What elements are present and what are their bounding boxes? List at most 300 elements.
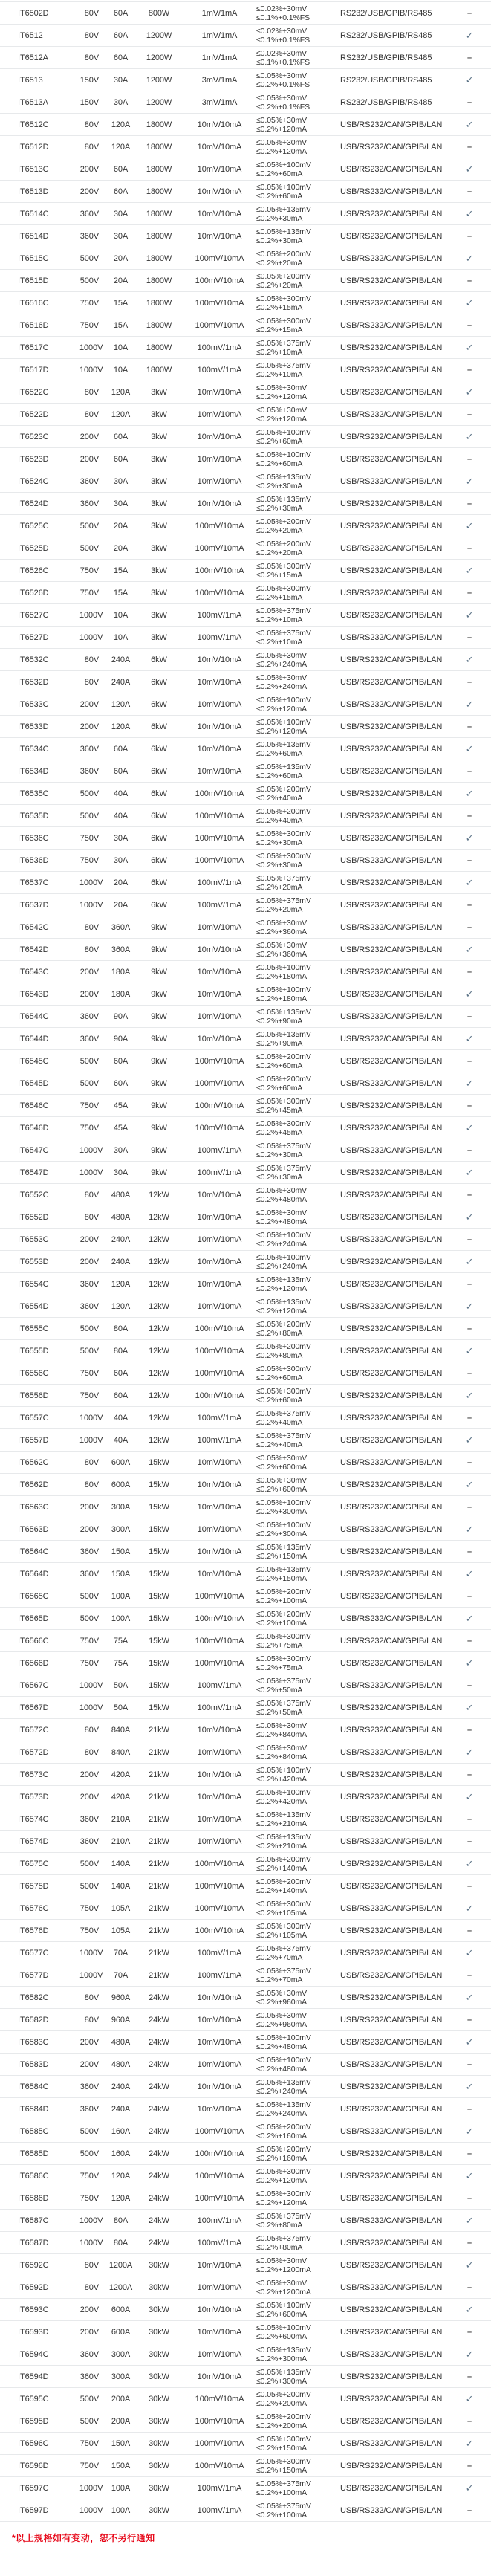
accuracy-cell: [256, 2457, 340, 2475]
accuracy-current-line: ≤0.2%+50mA: [256, 1685, 303, 1695]
interfaces-cell: USB/RS232/CAN/GPIB/LAN: [340, 2238, 443, 2247]
accuracy-current-line: ≤0.2%+180mA: [256, 994, 307, 1003]
flag-cell: [448, 1280, 491, 1289]
flag-cell: [448, 2105, 491, 2114]
flag-cell: [448, 856, 491, 865]
check-icon: ✓: [465, 653, 474, 665]
resolution-cell: 100mV/10mA: [195, 1903, 244, 1913]
resolution-cell: 10mV/10mA: [197, 231, 242, 241]
interfaces-cell: USB/RS232/CAN/GPIB/LAN: [340, 789, 443, 798]
model-cell: IT6585C: [18, 2126, 49, 2136]
power-cell: 30kW: [149, 2260, 169, 2270]
flag-cell: [448, 1012, 491, 1021]
voltage-cell: 1000V: [79, 610, 103, 620]
accuracy-voltage-line: ≤0.05%+375mV: [256, 1698, 311, 1708]
current-cell: 60A: [113, 164, 129, 174]
voltage-cell: 750V: [79, 855, 99, 865]
voltage-cell: 500V: [79, 2394, 99, 2404]
power-cell: 3kW: [151, 566, 167, 575]
current-cell: 60A: [113, 1056, 129, 1066]
check-icon: ✓: [465, 1166, 474, 1178]
table-row: [0, 2054, 491, 2076]
voltage-cell: 360V: [79, 209, 99, 219]
resolution-cell: 10mV/10mA: [197, 209, 242, 219]
interfaces-cell: USB/RS232/CAN/GPIB/LAN: [340, 922, 443, 932]
interfaces-cell: USB/RS232/CAN/GPIB/LAN: [340, 1212, 443, 1222]
voltage-cell: 80V: [84, 1190, 99, 1200]
check-icon: ✓: [465, 1077, 474, 1089]
current-cell: 150A: [111, 1547, 131, 1556]
power-cell: 24kW: [149, 2015, 169, 2025]
spec-page: [0, 1, 491, 2576]
flag-cell: [448, 1592, 491, 1601]
accuracy-cell: [256, 2056, 340, 2074]
interfaces-cell: USB/RS232/CAN/GPIB/LAN: [340, 2394, 443, 2404]
voltage-cell: 360V: [79, 1547, 99, 1556]
resolution-cell: 10mV/10mA: [197, 1770, 242, 1779]
dash-icon: –: [466, 187, 472, 196]
accuracy-current-line: ≤0.2%+75mA: [256, 1640, 303, 1650]
accuracy-current-line: ≤0.2%+30mA: [256, 1150, 303, 1159]
flag-cell: [448, 1211, 491, 1223]
flag-cell: [448, 1992, 491, 2004]
accuracy-current-line: ≤0.2%+30mA: [256, 213, 303, 223]
power-cell: 3kW: [151, 454, 167, 464]
accuracy-cell: [256, 1052, 340, 1070]
table-row: [0, 760, 491, 783]
power-cell: 12kW: [149, 1279, 169, 1289]
table-row: [0, 1340, 491, 1362]
accuracy-voltage-line: ≤0.05%+200mV: [256, 1587, 311, 1596]
power-cell: 1800W: [146, 365, 172, 375]
accuracy-cell: [256, 1922, 340, 1940]
accuracy-cell: [256, 517, 340, 535]
voltage-cell: 1000V: [79, 2238, 103, 2247]
flag-cell: [448, 1903, 491, 1915]
resolution-cell: 100mV/10mA: [195, 811, 244, 821]
accuracy-current-line: ≤0.2%+360mA: [256, 927, 307, 936]
current-cell: 40A: [113, 789, 129, 798]
accuracy-voltage-line: ≤0.05%+135mV: [256, 1275, 311, 1284]
model-cell: IT6565D: [18, 1614, 49, 1623]
voltage-cell: 1000V: [79, 1435, 103, 1445]
model-cell: IT6512: [18, 30, 43, 40]
power-cell: 30kW: [149, 2282, 169, 2292]
accuracy-cell: [256, 651, 340, 669]
model-cell: IT6575D: [18, 1881, 49, 1891]
current-cell: 15A: [113, 298, 129, 308]
power-cell: 12kW: [149, 1346, 169, 1356]
model-cell: IT6597D: [18, 2505, 49, 2515]
flag-cell: [448, 1057, 491, 1066]
current-cell: 30A: [113, 231, 129, 241]
accuracy-voltage-line: ≤0.05%+375mV: [256, 1408, 311, 1418]
power-cell: 9kW: [151, 1145, 167, 1155]
check-icon: ✓: [465, 2437, 474, 2449]
flag-cell: [448, 1747, 491, 1758]
dash-icon: –: [466, 1547, 472, 1556]
table-row: [0, 2388, 491, 2410]
voltage-cell: 200V: [79, 989, 99, 999]
current-cell: 80A: [113, 1324, 129, 1333]
resolution-cell: 10mV/10mA: [197, 989, 242, 999]
accuracy-voltage-line: ≤0.05%+100mV: [256, 450, 311, 459]
resolution-cell: 10mV/10mA: [197, 1257, 242, 1266]
resolution-cell: 10mV/10mA: [197, 164, 242, 174]
dash-icon: –: [466, 922, 472, 932]
model-cell: IT6562C: [18, 1457, 49, 1467]
accuracy-current-line: ≤0.2%+240mA: [256, 2109, 307, 2118]
accuracy-voltage-line: ≤0.05%+300mV: [256, 851, 311, 861]
power-cell: 6kW: [151, 811, 167, 821]
interfaces-cell: USB/RS232/CAN/GPIB/LAN: [340, 1903, 443, 1913]
accuracy-voltage-line: ≤0.05%+200mV: [256, 806, 311, 816]
model-cell: IT6576D: [18, 1926, 49, 1935]
current-cell: 180A: [111, 989, 131, 999]
accuracy-cell: [256, 4, 340, 22]
resolution-cell: 100mV/1mA: [197, 2238, 242, 2247]
resolution-cell: 10mV/10mA: [197, 499, 242, 508]
accuracy-voltage-line: ≤0.05%+135mV: [256, 472, 311, 482]
interfaces-cell: USB/RS232/CAN/GPIB/LAN: [340, 1859, 443, 1868]
dash-icon: –: [466, 1881, 472, 1891]
accuracy-current-line: ≤0.2%+60mA: [256, 1083, 303, 1093]
accuracy-voltage-line: ≤0.05%+375mV: [256, 1944, 311, 1953]
accuracy-voltage-line: ≤0.05%+135mV: [256, 494, 311, 504]
model-cell: IT6596C: [18, 2439, 49, 2448]
table-row: [0, 47, 491, 69]
accuracy-voltage-line: ≤0.05%+135mV: [256, 740, 311, 749]
accuracy-voltage-line: ≤0.02%+30mV: [256, 48, 307, 58]
footnote: *以上规格如有变动，恕不另行通知: [12, 2533, 155, 2543]
resolution-cell: 100mV/10mA: [195, 1056, 244, 1066]
accuracy-current-line: ≤0.2%+60mA: [256, 1373, 303, 1382]
table-row: [0, 1518, 491, 1541]
voltage-cell: 750V: [79, 833, 99, 843]
accuracy-current-line: ≤0.2%+45mA: [256, 1105, 303, 1115]
accuracy-current-line: ≤0.2%+160mA: [256, 2131, 307, 2140]
accuracy-cell: [256, 1454, 340, 1472]
model-cell: IT6533C: [18, 699, 49, 709]
model-cell: IT6502D: [18, 8, 49, 18]
model-cell: IT6567C: [18, 1680, 49, 1690]
interfaces-cell: USB/RS232/CAN/GPIB/LAN: [340, 1591, 443, 1601]
resolution-cell: 10mV/10mA: [197, 699, 242, 709]
flag-cell: [448, 2215, 491, 2227]
check-icon: ✓: [465, 297, 474, 308]
accuracy-voltage-line: ≤0.02%+30mV: [256, 26, 307, 36]
power-cell: 3kW: [151, 632, 167, 642]
dash-icon: –: [466, 2149, 472, 2158]
current-cell: 90A: [113, 1034, 129, 1043]
accuracy-cell: [256, 1588, 340, 1605]
model-cell: IT6546D: [18, 1123, 49, 1133]
accuracy-voltage-line: ≤0.05%+100mV: [256, 2033, 311, 2042]
current-cell: 100A: [111, 2483, 131, 2493]
voltage-cell: 200V: [79, 432, 99, 441]
flag-cell: [448, 1235, 491, 1244]
accuracy-current-line: ≤0.2%+120mA: [256, 1284, 307, 1293]
table-row: [0, 2410, 491, 2433]
table-row: [0, 247, 491, 270]
accuracy-voltage-line: ≤0.05%+30mV: [256, 405, 307, 415]
interfaces-cell: USB/RS232/CAN/GPIB/LAN: [340, 231, 443, 241]
interfaces-cell: USB/RS232/CAN/GPIB/LAN: [340, 365, 443, 375]
voltage-cell: 500V: [79, 1614, 99, 1623]
voltage-cell: 80V: [84, 2015, 99, 2025]
accuracy-cell: [256, 2435, 340, 2453]
accuracy-current-line: ≤0.2%+140mA: [256, 1863, 307, 1873]
resolution-cell: 10mV/10mA: [197, 1502, 242, 1512]
power-cell: 12kW: [149, 1413, 169, 1423]
flag-cell: [448, 1434, 491, 1446]
table-row: [0, 850, 491, 872]
flag-cell: [448, 722, 491, 731]
current-cell: 180A: [111, 967, 131, 977]
power-cell: 3kW: [151, 610, 167, 620]
accuracy-current-line: ≤0.2%+10mA: [256, 615, 303, 624]
interfaces-cell: USB/RS232/CAN/GPIB/LAN: [340, 164, 443, 174]
power-cell: 6kW: [151, 677, 167, 687]
accuracy-voltage-line: ≤0.05%+30mV: [256, 93, 307, 103]
voltage-cell: 500V: [79, 1346, 99, 1356]
accuracy-cell: [256, 2279, 340, 2297]
power-cell: 21kW: [149, 1970, 169, 1980]
flag-cell: [448, 1390, 491, 1402]
voltage-cell: 750V: [79, 1391, 99, 1400]
current-cell: 120A: [111, 387, 131, 397]
table-row: [0, 2343, 491, 2366]
interfaces-cell: USB/RS232/CAN/GPIB/LAN: [340, 432, 443, 441]
accuracy-cell: [256, 473, 340, 491]
table-row: [0, 470, 491, 493]
voltage-cell: 500V: [79, 276, 99, 285]
current-cell: 150A: [111, 2439, 131, 2448]
flag-cell: [448, 143, 491, 152]
flag-cell: [448, 633, 491, 642]
accuracy-cell: [256, 1342, 340, 1360]
accuracy-voltage-line: ≤0.05%+30mV: [256, 1988, 307, 1998]
table-row: [0, 1006, 491, 1028]
check-icon: ✓: [465, 1300, 474, 1312]
dash-icon: –: [466, 1368, 472, 1378]
flag-cell: [448, 2239, 491, 2247]
resolution-cell: 100mV/10mA: [195, 2416, 244, 2426]
dash-icon: –: [466, 1279, 472, 1289]
flag-cell: [448, 321, 491, 330]
dash-icon: –: [466, 1970, 472, 1980]
power-cell: 30kW: [149, 2394, 169, 2404]
resolution-cell: 10mV/10mA: [197, 967, 242, 977]
table-row: [0, 337, 491, 359]
power-cell: 6kW: [151, 878, 167, 887]
accuracy-current-line: ≤0.2%+600mA: [256, 2331, 307, 2341]
table-row: [0, 181, 491, 203]
voltage-cell: 200V: [79, 2305, 99, 2314]
resolution-cell: 100mV/1mA: [197, 1948, 242, 1958]
accuracy-current-line: ≤0.2%+150mA: [256, 2465, 307, 2475]
interfaces-cell: USB/RS232/CAN/GPIB/LAN: [340, 187, 443, 196]
accuracy-voltage-line: ≤0.05%+300mV: [256, 2166, 311, 2176]
interfaces-cell: USB/RS232/CAN/GPIB/LAN: [340, 677, 443, 687]
interfaces-cell: USB/RS232/CAN/GPIB/LAN: [340, 209, 443, 219]
interfaces-cell: USB/RS232/CAN/GPIB/LAN: [340, 2171, 443, 2181]
interfaces-cell: USB/RS232/CAN/GPIB/LAN: [340, 1056, 443, 1066]
model-cell: IT6524C: [18, 476, 49, 486]
resolution-cell: 100mV/1mA: [197, 632, 242, 642]
table-row: [0, 1920, 491, 1942]
power-cell: 30kW: [149, 2349, 169, 2359]
voltage-cell: 500V: [79, 811, 99, 821]
resolution-cell: 100mV/1mA: [197, 1413, 242, 1423]
flag-cell: [448, 1837, 491, 1846]
interfaces-cell: USB/RS232/CAN/GPIB/LAN: [340, 1480, 443, 1489]
resolution-cell: 100mV/10mA: [195, 2394, 244, 2404]
dash-icon: –: [466, 1502, 472, 1512]
table-row: [0, 2210, 491, 2232]
model-cell: IT6517D: [18, 365, 49, 375]
flag-cell: [448, 2283, 491, 2292]
flag-cell: [448, 342, 491, 354]
voltage-cell: 80V: [84, 53, 99, 62]
resolution-cell: 10mV/10mA: [197, 677, 242, 687]
table-row: [0, 359, 491, 381]
flag-cell: [448, 877, 491, 889]
accuracy-voltage-line: ≤0.05%+375mV: [256, 628, 311, 638]
model-cell: IT6566C: [18, 1636, 49, 1645]
power-cell: 15kW: [149, 1502, 169, 1512]
interfaces-cell: USB/RS232/CAN/GPIB/LAN: [340, 2082, 443, 2091]
current-cell: 480A: [111, 1190, 131, 1200]
resolution-cell: 100mV/10mA: [195, 253, 244, 263]
voltage-cell: 200V: [79, 2037, 99, 2047]
voltage-cell: 80V: [84, 120, 99, 129]
resolution-cell: 1mV/1mA: [201, 53, 238, 62]
interfaces-cell: USB/RS232/CAN/GPIB/LAN: [340, 1792, 443, 1802]
current-cell: 50A: [113, 1703, 129, 1712]
check-icon: ✓: [465, 698, 474, 710]
voltage-cell: 500V: [79, 521, 99, 531]
current-cell: 60A: [113, 53, 129, 62]
resolution-cell: 10mV/10mA: [197, 2305, 242, 2314]
voltage-cell: 500V: [79, 2416, 99, 2426]
accuracy-cell: [256, 1877, 340, 1895]
check-icon: ✓: [465, 2036, 474, 2048]
model-cell: IT6564C: [18, 1547, 49, 1556]
resolution-cell: 100mV/10mA: [195, 1324, 244, 1333]
flag-cell: [448, 1858, 491, 1870]
accuracy-cell: [256, 1833, 340, 1851]
table-row: [0, 1139, 491, 1162]
model-cell: IT6515D: [18, 276, 49, 285]
voltage-cell: 200V: [79, 164, 99, 174]
dash-icon: –: [466, 1012, 472, 1021]
interfaces-cell: USB/RS232/CAN/GPIB/LAN: [340, 298, 443, 308]
current-cell: 160A: [111, 2126, 131, 2136]
table-row: [0, 1630, 491, 1652]
accuracy-current-line: ≤0.2%+120mA: [256, 124, 307, 134]
accuracy-cell: [256, 1208, 340, 1226]
model-cell: IT6542D: [18, 945, 49, 954]
accuracy-current-line: ≤0.2%+120mA: [256, 2198, 307, 2207]
table-row: [0, 1095, 491, 1117]
accuracy-cell: [256, 1097, 340, 1115]
interfaces-cell: USB/RS232/CAN/GPIB/LAN: [340, 989, 443, 999]
accuracy-cell: [256, 785, 340, 803]
model-cell: IT6513A: [18, 97, 48, 107]
model-cell: IT6563D: [18, 1524, 49, 1534]
interfaces-cell: USB/RS232/CAN/GPIB/LAN: [340, 1993, 443, 2002]
table-row: [0, 2433, 491, 2455]
table-row: [0, 716, 491, 738]
flag-cell: [448, 1524, 491, 1535]
accuracy-cell: [256, 1654, 340, 1672]
resolution-cell: 10mV/10mA: [197, 2104, 242, 2114]
dash-icon: –: [466, 543, 472, 553]
table-row: [0, 2299, 491, 2321]
accuracy-voltage-line: ≤0.05%+100mV: [256, 182, 311, 192]
voltage-cell: 500V: [79, 1056, 99, 1066]
accuracy-voltage-line: ≤0.05%+300mV: [256, 2434, 311, 2444]
current-cell: 420A: [111, 1792, 131, 1802]
current-cell: 600A: [111, 1457, 131, 1467]
accuracy-voltage-line: ≤0.05%+375mV: [256, 896, 311, 905]
resolution-cell: 100mV/1mA: [197, 343, 242, 352]
power-cell: 30kW: [149, 2439, 169, 2448]
dash-icon: –: [466, 53, 472, 62]
power-cell: 3kW: [151, 387, 167, 397]
power-cell: 9kW: [151, 1078, 167, 1088]
model-cell: IT6597C: [18, 2483, 49, 2493]
interfaces-cell: USB/RS232/CAN/GPIB/LAN: [340, 1502, 443, 1512]
model-cell: IT6522D: [18, 410, 49, 419]
flag-cell: [448, 1637, 491, 1645]
flag-cell: [448, 2149, 491, 2158]
power-cell: 30kW: [149, 2483, 169, 2493]
interfaces-cell: USB/RS232/CAN/GPIB/LAN: [340, 632, 443, 642]
accuracy-cell: [256, 1008, 340, 1026]
power-cell: 9kW: [151, 1034, 167, 1043]
check-icon: ✓: [465, 2259, 474, 2271]
accuracy-cell: [256, 986, 340, 1003]
current-cell: 120A: [111, 1301, 131, 1311]
flag-cell: [448, 1101, 491, 1110]
current-cell: 45A: [113, 1101, 129, 1110]
accuracy-cell: [256, 161, 340, 178]
resolution-cell: 10mV/10mA: [197, 655, 242, 664]
voltage-cell: 1000V: [79, 1413, 103, 1423]
current-cell: 360A: [111, 922, 131, 932]
voltage-cell: 1000V: [79, 900, 103, 910]
flag-cell: [448, 164, 491, 175]
accuracy-cell: [256, 272, 340, 290]
check-icon: ✓: [465, 787, 474, 799]
resolution-cell: 1mV/1mA: [201, 30, 238, 40]
dash-icon: –: [466, 97, 472, 107]
model-cell: IT6595D: [18, 2416, 49, 2426]
accuracy-cell: [256, 718, 340, 736]
flag-cell: [448, 767, 491, 776]
current-cell: 840A: [111, 1747, 131, 1757]
accuracy-cell: [256, 1677, 340, 1695]
accuracy-cell: [256, 2301, 340, 2319]
voltage-cell: 200V: [79, 699, 99, 709]
table-row: [0, 1474, 491, 1496]
resolution-cell: 10mV/10mA: [197, 1524, 242, 1534]
dash-icon: –: [466, 1926, 472, 1935]
table-row: [0, 426, 491, 448]
check-icon: ✓: [465, 943, 474, 955]
